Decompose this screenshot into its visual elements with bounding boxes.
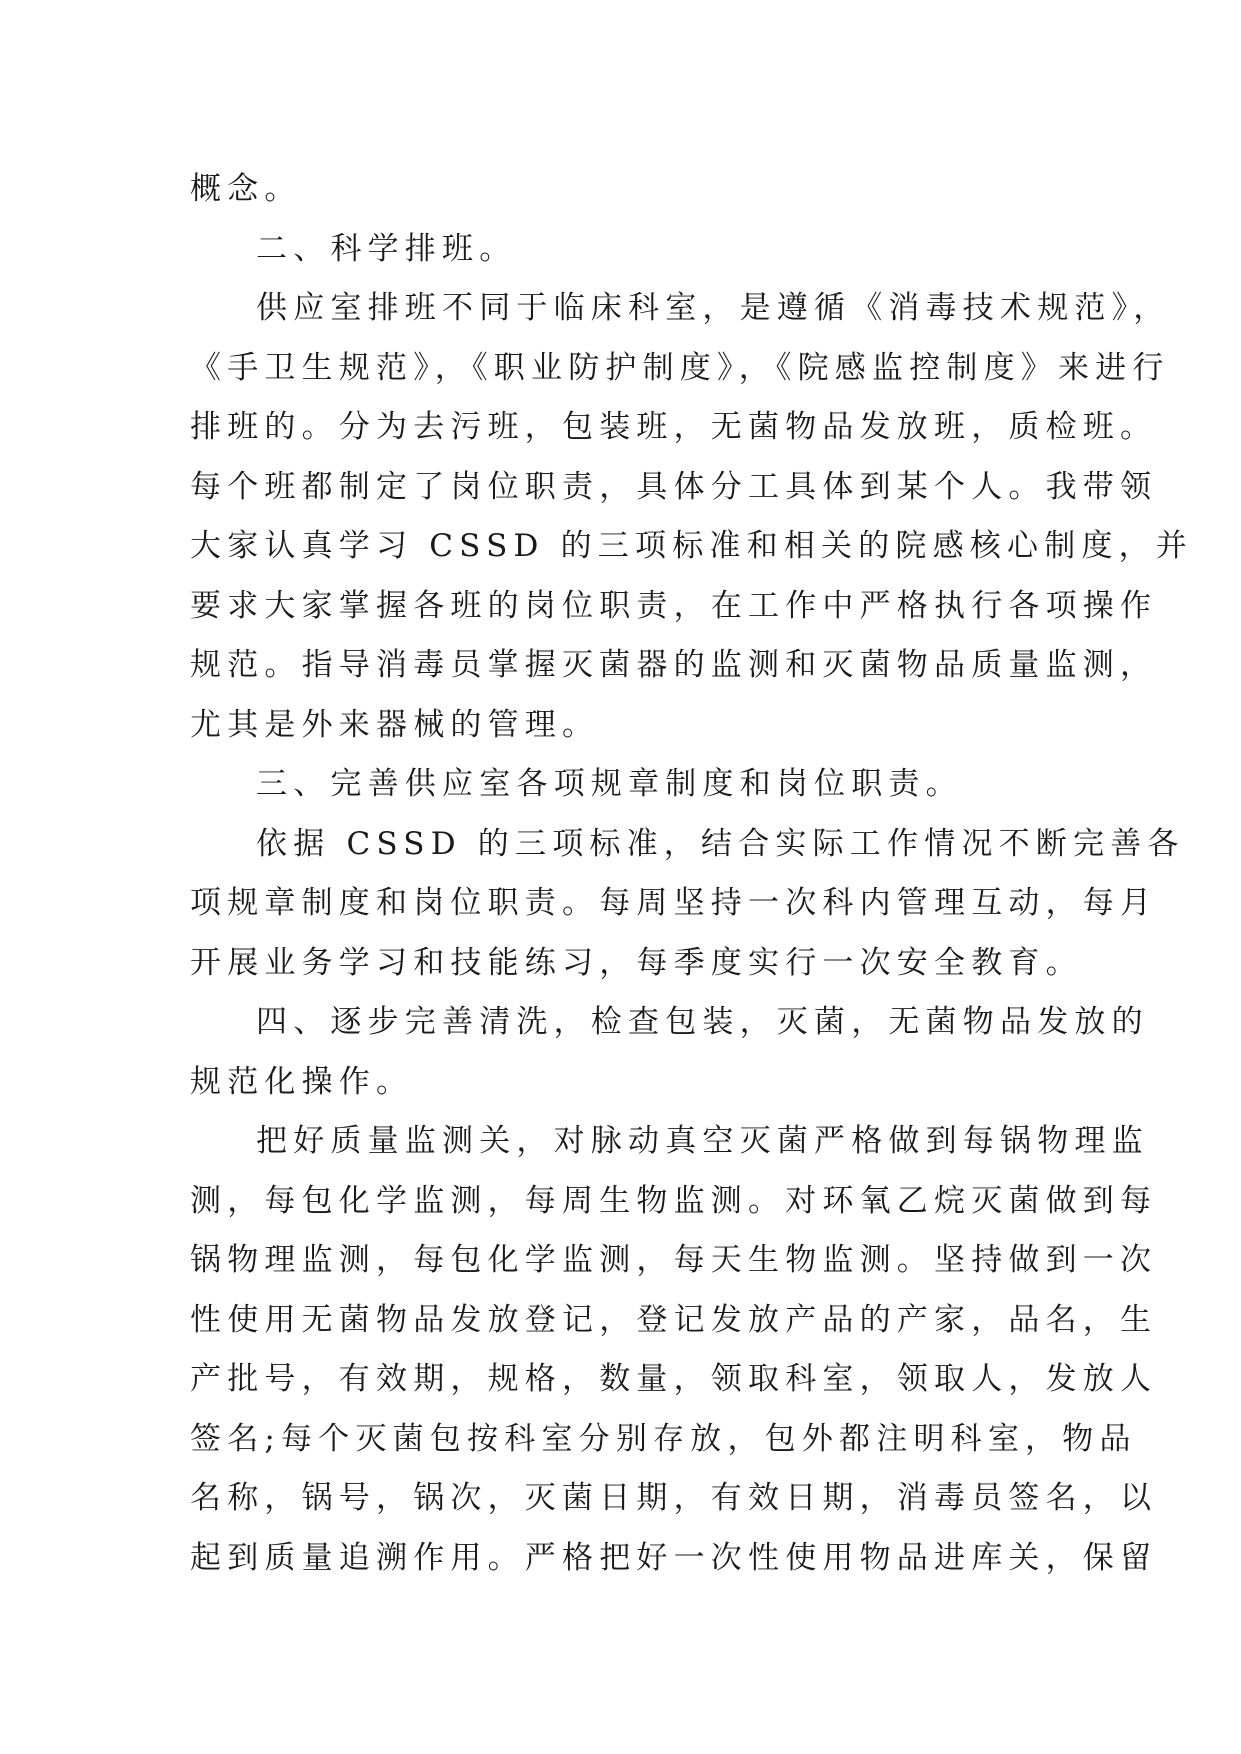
section-heading-3: 三、完善供应室各项规章制度和岗位职责。 xyxy=(256,766,963,802)
text-line: 开展业务学习和技能练习，每季度实行一次安全教育。 xyxy=(190,944,1083,981)
text-line: 规范。指导消毒员掌握灭菌器的监测和灭菌物品质量监测， xyxy=(190,647,1158,683)
text-line: 依据 CSSD 的三项标准，结合实际工作情况不断完善各 xyxy=(256,825,1185,862)
text-line: 概念。 xyxy=(190,171,302,207)
text-line: 产批号，有效期，规格，数量，领取科室，领取人，发放人 xyxy=(190,1361,1158,1397)
text-line: 把好质量监测关，对脉动真空灭菌严格做到每锅物理监 xyxy=(256,1123,1149,1159)
text-line: 名称，锅号，锅次，灭菌日期，有效日期，消毒员签名，以 xyxy=(190,1480,1158,1516)
text-line: 性使用无菌物品发放登记，登记发放产品的产家，品名，生 xyxy=(190,1301,1158,1338)
text-line: 项规章制度和岗位职责。每周坚持一次科内管理互动，每月 xyxy=(190,885,1158,921)
text-line: 排班的。分为去污班，包装班，无菌物品发放班，质检班。 xyxy=(190,409,1158,445)
section-heading-2: 二、科学排班。 xyxy=(256,230,517,267)
text-line: 测，每包化学监测，每周生物监测。对环氧乙烷灭菌做到每 xyxy=(190,1182,1158,1219)
text-line: 每个班都制定了岗位职责，具体分工具体到某个人。我带领 xyxy=(190,468,1158,505)
text-line: 起到质量追溯作用。严格把好一次性使用物品进库关，保留 xyxy=(190,1539,1158,1576)
text-line: 《手卫生规范》，《职业防护制度》，《院感监控制度》来进行 xyxy=(190,349,1170,386)
text-line: 锅物理监测，每包化学监测，每天生物监测。坚持做到一次 xyxy=(190,1242,1158,1278)
section-heading-4: 四、逐步完善清洗，检查包装，灭菌，无菌物品发放的 xyxy=(256,1004,1149,1040)
text-line: 签名;每个灭菌包按科室分别存放，包外都注明科室，物品 xyxy=(190,1420,1137,1457)
text-line: 尤其是外来器械的管理。 xyxy=(190,706,600,743)
text-line: 规范化操作。 xyxy=(190,1063,414,1100)
text-line: 要求大家掌握各班的岗位职责，在工作中严格执行各项操作 xyxy=(190,587,1158,624)
document-body xyxy=(190,160,1194,1588)
text-line: 供应室排班不同于临床科室，是遵循《消毒技术规范》， xyxy=(256,290,1171,326)
text-line: 大家认真学习 CSSD 的三项标准和相关的院感核心制度，并 xyxy=(190,528,1194,564)
